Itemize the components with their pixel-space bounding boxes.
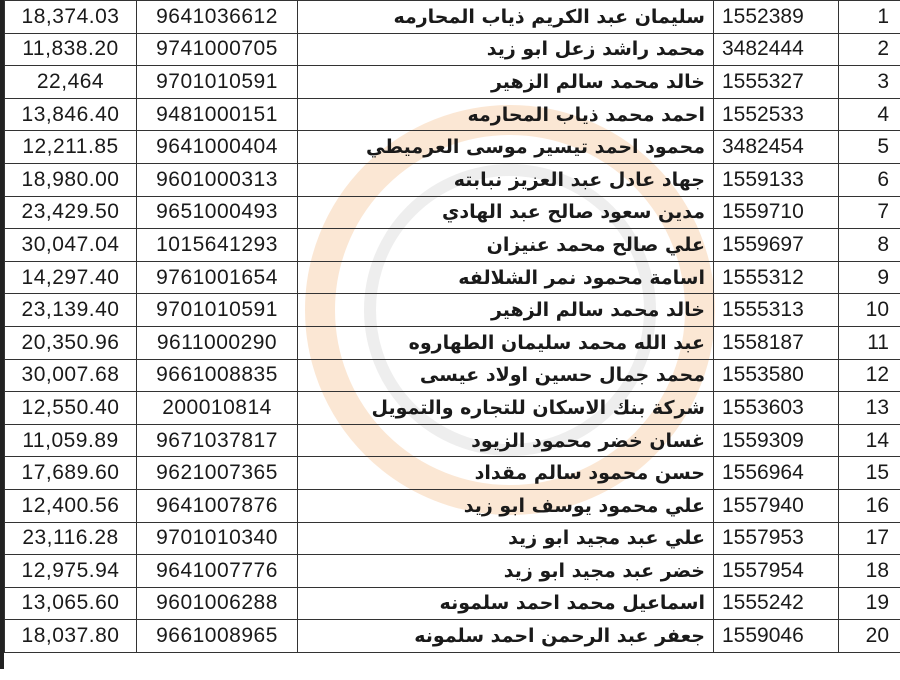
id-cell: 1555327 (714, 66, 839, 99)
table-row (5, 1, 900, 34)
amount-cell: 18,037.80 (5, 620, 137, 653)
row-number-cell: 1 (839, 1, 900, 34)
payments-table (4, 0, 900, 653)
id-cell: 1558187 (714, 326, 839, 359)
account-number-cell: 9621007365 (137, 457, 298, 490)
account-number-cell: 9601000313 (137, 163, 298, 196)
name-cell: خالد محمد سالم الزهير (298, 66, 714, 99)
table-row (5, 359, 900, 392)
row-number-cell: 19 (839, 587, 900, 620)
table-row (5, 98, 900, 131)
account-number-cell: 9761001654 (137, 261, 298, 294)
account-number-cell: 9611000290 (137, 326, 298, 359)
amount-cell: 12,400.56 (5, 489, 137, 522)
table-row (5, 620, 900, 653)
amount-cell: 12,211.85 (5, 131, 137, 164)
row-number-cell: 3 (839, 66, 900, 99)
table-row (5, 555, 900, 588)
name-cell: علي عبد مجيد ابو زيد (298, 522, 714, 555)
account-number-cell: 9661008835 (137, 359, 298, 392)
name-cell: جعفر عبد الرحمن احمد سلمونه (298, 620, 714, 653)
amount-cell: 11,059.89 (5, 424, 137, 457)
id-cell: 3482454 (714, 131, 839, 164)
amount-cell: 13,065.60 (5, 587, 137, 620)
amount-cell: 30,047.04 (5, 229, 137, 262)
name-cell: خالد محمد سالم الزهير (298, 294, 714, 327)
name-cell: محمد جمال حسين اولاد عيسى (298, 359, 714, 392)
name-cell: جهاد عادل عبد العزيز نبابته (298, 163, 714, 196)
amount-cell: 18,980.00 (5, 163, 137, 196)
table-row (5, 131, 900, 164)
account-number-cell: 9481000151 (137, 98, 298, 131)
table-row (5, 522, 900, 555)
name-cell: احمد محمد ذياب المحارمه (298, 98, 714, 131)
name-cell: عبد الله محمد سليمان الطهاروه (298, 326, 714, 359)
name-cell: محمد راشد زعل ابو زيد (298, 33, 714, 66)
name-cell: علي محمود يوسف ابو زيد (298, 489, 714, 522)
id-cell: 3482444 (714, 33, 839, 66)
account-number-cell: 9651000493 (137, 196, 298, 229)
account-number-cell: 1015641293 (137, 229, 298, 262)
row-number-cell: 20 (839, 620, 900, 653)
id-cell: 1559309 (714, 424, 839, 457)
account-number-cell: 9641000404 (137, 131, 298, 164)
amount-cell: 20,350.96 (5, 326, 137, 359)
amount-cell: 17,689.60 (5, 457, 137, 490)
account-number-cell: 9661008965 (137, 620, 298, 653)
row-number-cell: 14 (839, 424, 900, 457)
table-row (5, 163, 900, 196)
row-number-cell: 10 (839, 294, 900, 327)
id-cell: 1553580 (714, 359, 839, 392)
id-cell: 1552533 (714, 98, 839, 131)
table-row (5, 587, 900, 620)
table-row (5, 66, 900, 99)
id-cell: 1555312 (714, 261, 839, 294)
amount-cell: 12,975.94 (5, 555, 137, 588)
id-cell: 1553603 (714, 392, 839, 425)
row-number-cell: 15 (839, 457, 900, 490)
table-row (5, 261, 900, 294)
row-number-cell: 4 (839, 98, 900, 131)
account-number-cell: 9641007876 (137, 489, 298, 522)
id-cell: 1556964 (714, 457, 839, 490)
amount-cell: 18,374.03 (5, 1, 137, 34)
id-cell: 1559710 (714, 196, 839, 229)
amount-cell: 23,116.28 (5, 522, 137, 555)
id-cell: 1557953 (714, 522, 839, 555)
table-row (5, 229, 900, 262)
table-row (5, 294, 900, 327)
name-cell: محمود احمد تيسير موسى العرميطي (298, 131, 714, 164)
amount-cell: 23,429.50 (5, 196, 137, 229)
name-cell: علي صالح محمد عنيزان (298, 229, 714, 262)
row-number-cell: 9 (839, 261, 900, 294)
id-cell: 1557954 (714, 555, 839, 588)
account-number-cell: 9641036612 (137, 1, 298, 34)
id-cell: 1555242 (714, 587, 839, 620)
id-cell: 1557940 (714, 489, 839, 522)
table-row (5, 392, 900, 425)
amount-cell: 30,007.68 (5, 359, 137, 392)
row-number-cell: 6 (839, 163, 900, 196)
account-number-cell: 9701010591 (137, 66, 298, 99)
table-row (5, 424, 900, 457)
name-cell: اسامة محمود نمر الشلالفه (298, 261, 714, 294)
amount-cell: 12,550.40 (5, 392, 137, 425)
name-cell: خضر عبد مجيد ابو زيد (298, 555, 714, 588)
name-cell: اسماعيل محمد احمد سلمونه (298, 587, 714, 620)
amount-cell: 22,464 (5, 66, 137, 99)
row-number-cell: 16 (839, 489, 900, 522)
row-number-cell: 7 (839, 196, 900, 229)
row-number-cell: 2 (839, 33, 900, 66)
row-number-cell: 5 (839, 131, 900, 164)
id-cell: 1555313 (714, 294, 839, 327)
row-number-cell: 17 (839, 522, 900, 555)
table-row (5, 33, 900, 66)
account-number-cell: 9701010591 (137, 294, 298, 327)
id-cell: 1559697 (714, 229, 839, 262)
account-number-cell: 9741000705 (137, 33, 298, 66)
name-cell: شركة بنك الاسكان للتجاره والتمويل (298, 392, 714, 425)
amount-cell: 14,297.40 (5, 261, 137, 294)
account-number-cell: 9671037817 (137, 424, 298, 457)
row-number-cell: 8 (839, 229, 900, 262)
row-number-cell: 12 (839, 359, 900, 392)
amount-cell: 23,139.40 (5, 294, 137, 327)
row-number-cell: 18 (839, 555, 900, 588)
name-cell: حسن محمود سالم مقداد (298, 457, 714, 490)
table-row (5, 326, 900, 359)
id-cell: 1559046 (714, 620, 839, 653)
account-number-cell: 9701010340 (137, 522, 298, 555)
name-cell: سليمان عبد الكريم ذياب المحارمه (298, 1, 714, 34)
row-number-cell: 13 (839, 392, 900, 425)
amount-cell: 13,846.40 (5, 98, 137, 131)
row-number-cell: 11 (839, 326, 900, 359)
name-cell: غسان خضر محمود الزيود (298, 424, 714, 457)
amount-cell: 11,838.20 (5, 33, 137, 66)
table-row (5, 196, 900, 229)
account-number-cell: 200010814 (137, 392, 298, 425)
name-cell: مدين سعود صالح عبد الهادي (298, 196, 714, 229)
table-row (5, 457, 900, 490)
account-number-cell: 9641007776 (137, 555, 298, 588)
id-cell: 1559133 (714, 163, 839, 196)
table-row (5, 489, 900, 522)
account-number-cell: 9601006288 (137, 587, 298, 620)
id-cell: 1552389 (714, 1, 839, 34)
